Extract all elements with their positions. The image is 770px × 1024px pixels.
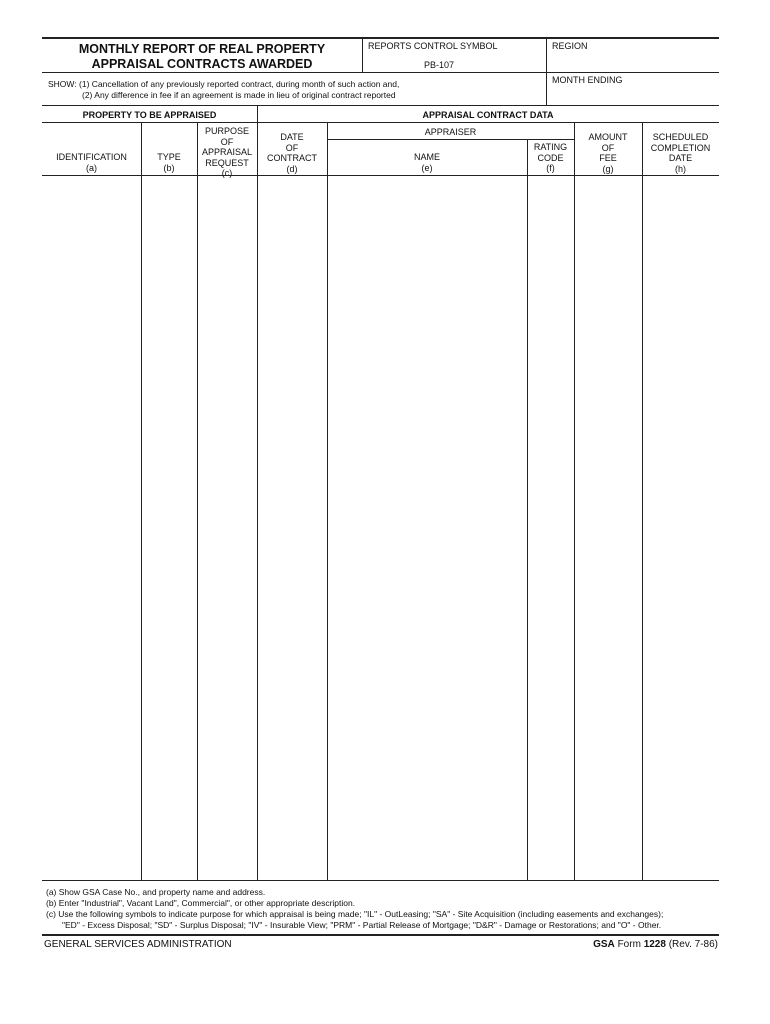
- col-header-identification: IDENTIFICATION (a): [56, 152, 127, 173]
- group-property-to-be-appraised: PROPERTY TO BE APPRAISED: [82, 110, 217, 120]
- reports-control-label: REPORTS CONTROL SYMBOL: [368, 41, 498, 51]
- header-divider-2: [546, 37, 547, 105]
- cell-purpose[interactable]: [198, 177, 256, 879]
- group-appraisal-contract-data: APPRAISAL CONTRACT DATA: [422, 110, 554, 120]
- form-word: Form: [617, 939, 641, 950]
- cell-amount-of-fee[interactable]: [575, 177, 641, 879]
- footer-rule: [42, 934, 719, 936]
- col-header-scheduled-completion: SCHEDULED COMPLETION DATE (h): [650, 132, 711, 174]
- cell-identification[interactable]: [43, 177, 140, 879]
- top-border: [42, 37, 719, 39]
- cell-type[interactable]: [142, 177, 196, 879]
- col-header-name: NAME (e): [413, 152, 440, 173]
- show-instruction-line1: SHOW: (1) Cancellation of any previously reported contract, during month of such action and,: [48, 79, 400, 89]
- col-header-purpose: PURPOSE OF APPRAISAL REQUEST (c): [201, 126, 253, 178]
- reports-control-value: PB-107: [423, 60, 455, 70]
- col-header-rating-code: RATING CODE (f): [533, 142, 568, 173]
- form-title-line1: MONTHLY REPORT OF REAL PROPERTY: [78, 42, 326, 56]
- form-number-block: [593, 939, 718, 951]
- agency-name: GENERAL SERVICES ADMINISTRATION: [44, 939, 232, 950]
- region-field[interactable]: [548, 52, 718, 70]
- appraiser-label: APPRAISER: [424, 127, 477, 137]
- show-instruction-line2: (2) Any difference in fee if an agreement is made in lieu of original contract reported: [82, 90, 396, 100]
- month-ending-field[interactable]: [548, 86, 718, 104]
- note-c-line2: "ED" - Excess Disposal; "SD" - Surplus Disposal; "IV" - Insurable View; "PRM" - Partial Release of Mortgage; "D&R" - Damage or Restorations; and "O" - Other.: [62, 920, 662, 930]
- cell-rating-code[interactable]: [528, 177, 573, 879]
- form-number: 1228: [643, 939, 666, 950]
- region-label: REGION: [552, 41, 588, 51]
- table-bottom: [42, 880, 719, 881]
- col-header-date-of-contract: DATE OF CONTRACT (d): [267, 132, 317, 174]
- cell-scheduled-completion[interactable]: [643, 177, 718, 879]
- month-ending-label: MONTH ENDING: [552, 75, 623, 85]
- gsa-label: GSA: [593, 939, 615, 950]
- col-header-amount-of-fee: AMOUNT OF FEE (g): [588, 132, 628, 174]
- note-c-line1: (c) Use the following symbols to indicate purpose for which appraisal is being made; "IL" - OutLeasing; "SA" - Site Acquisition (including easements and exchanges);: [46, 909, 664, 919]
- header-line-bottom: [42, 105, 719, 106]
- cell-date-of-contract[interactable]: [258, 177, 326, 879]
- appraiser-underline: [327, 139, 574, 140]
- group-underline: [42, 122, 719, 123]
- table-header-bottom: [42, 175, 719, 176]
- form-revision: (Rev. 7-86): [668, 939, 718, 950]
- note-b: (b) Enter "Industrial", Vacant Land", Commercial", or other appropriate description.: [46, 898, 356, 908]
- form-title-line2: APPRAISAL CONTRACTS AWARDED: [91, 57, 313, 71]
- col-header-type: TYPE (b): [157, 152, 181, 173]
- cell-appraiser-name[interactable]: [328, 177, 526, 879]
- note-a: (a) Show GSA Case No., and property name and address.: [46, 887, 266, 897]
- header-line-mid: [42, 72, 719, 73]
